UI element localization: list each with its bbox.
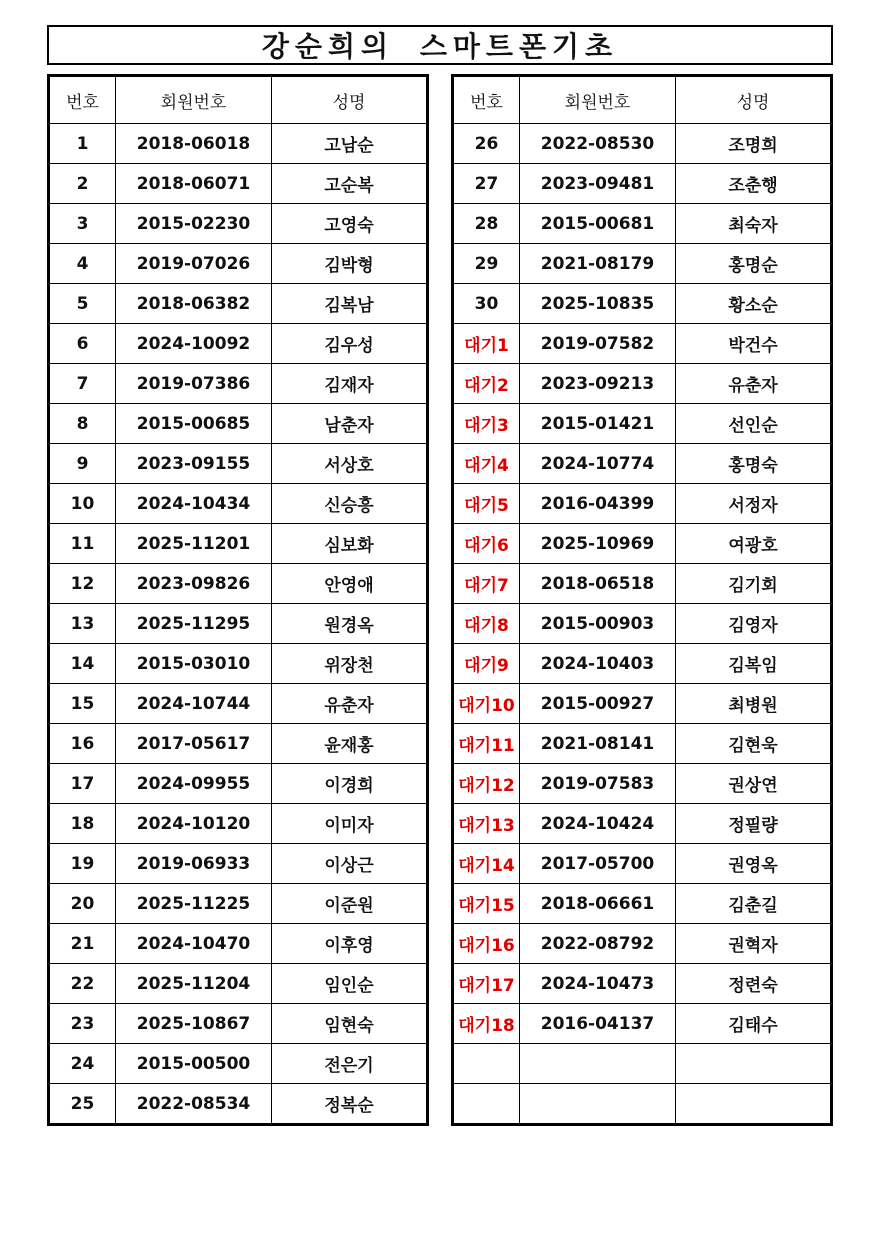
row-name: 김재자 (272, 364, 428, 404)
row-name: 조명희 (676, 124, 832, 164)
table-row (453, 1004, 832, 1044)
row-member-id: 2025-11201 (116, 524, 272, 564)
row-name: 유춘자 (676, 364, 832, 404)
table-row (453, 764, 832, 804)
row-member-id: 2024-10092 (116, 324, 272, 364)
row-number: 대기18 (453, 1004, 520, 1044)
table-row (49, 524, 428, 564)
row-member-id: 2019-07582 (520, 324, 676, 364)
row-member-id: 2018-06661 (520, 884, 676, 924)
row-member-id: 2023-09155 (116, 444, 272, 484)
row-name: 신승흥 (272, 484, 428, 524)
row-member-id: 2025-11204 (116, 964, 272, 1004)
header-number: 번호 (49, 76, 116, 124)
row-name: 원경옥 (272, 604, 428, 644)
table-row (49, 884, 428, 924)
table-row (453, 284, 832, 324)
row-number: 대기10 (453, 684, 520, 724)
row-name (676, 1044, 832, 1084)
row-member-id: 2024-09955 (116, 764, 272, 804)
table-row (453, 244, 832, 284)
row-member-id: 2015-03010 (116, 644, 272, 684)
row-member-id: 2018-06382 (116, 284, 272, 324)
row-member-id: 2016-04137 (520, 1004, 676, 1044)
row-name: 홍명숙 (676, 444, 832, 484)
row-member-id: 2023-09213 (520, 364, 676, 404)
row-name: 남춘자 (272, 404, 428, 444)
table-row (49, 924, 428, 964)
row-number: 7 (49, 364, 116, 404)
row-name: 윤재홍 (272, 724, 428, 764)
roster-table-right (451, 74, 833, 1126)
table-row (49, 764, 428, 804)
table-row (453, 564, 832, 604)
row-number: 30 (453, 284, 520, 324)
row-number: 12 (49, 564, 116, 604)
row-name: 최병원 (676, 684, 832, 724)
row-member-id: 2022-08530 (520, 124, 676, 164)
row-name: 임인순 (272, 964, 428, 1004)
header-row (49, 76, 428, 124)
row-name: 고영숙 (272, 204, 428, 244)
header-number: 번호 (453, 76, 520, 124)
row-name: 김태수 (676, 1004, 832, 1044)
row-member-id: 2015-00681 (520, 204, 676, 244)
roster-body-left (49, 124, 428, 1125)
row-name: 황소순 (676, 284, 832, 324)
table-row (453, 524, 832, 564)
row-number: 26 (453, 124, 520, 164)
row-number: 4 (49, 244, 116, 284)
row-number (453, 1044, 520, 1084)
row-number: 대기17 (453, 964, 520, 1004)
row-member-id: 2025-11295 (116, 604, 272, 644)
row-number: 9 (49, 444, 116, 484)
row-number: 23 (49, 1004, 116, 1044)
row-member-id: 2025-10969 (520, 524, 676, 564)
table-row (49, 684, 428, 724)
row-number: 29 (453, 244, 520, 284)
table-row (49, 164, 428, 204)
row-number: 대기9 (453, 644, 520, 684)
roster-body-right (453, 124, 832, 1125)
row-number: 대기15 (453, 884, 520, 924)
header-name: 성명 (676, 76, 832, 124)
roster-table-left (47, 74, 429, 1126)
table-row (49, 1004, 428, 1044)
table-row (453, 604, 832, 644)
row-member-id: 2015-01421 (520, 404, 676, 444)
row-member-id: 2024-10744 (116, 684, 272, 724)
row-number: 대기6 (453, 524, 520, 564)
row-name: 서정자 (676, 484, 832, 524)
row-number: 19 (49, 844, 116, 884)
table-row (453, 484, 832, 524)
row-member-id: 2025-10867 (116, 1004, 272, 1044)
row-name: 전은기 (272, 1044, 428, 1084)
row-member-id: 2024-10470 (116, 924, 272, 964)
row-number: 15 (49, 684, 116, 724)
title-box (47, 25, 833, 65)
row-member-id: 2021-08179 (520, 244, 676, 284)
table-row (453, 124, 832, 164)
row-name: 이미자 (272, 804, 428, 844)
table-row (49, 364, 428, 404)
row-member-id: 2018-06018 (116, 124, 272, 164)
table-row (453, 1084, 832, 1125)
header-row (453, 76, 832, 124)
header-name: 성명 (272, 76, 428, 124)
row-number: 22 (49, 964, 116, 1004)
row-name: 여광호 (676, 524, 832, 564)
row-name: 임현숙 (272, 1004, 428, 1044)
row-member-id: 2024-10473 (520, 964, 676, 1004)
row-name: 이후영 (272, 924, 428, 964)
table-row (453, 324, 832, 364)
table-row (49, 404, 428, 444)
row-name: 권영옥 (676, 844, 832, 884)
table-row (453, 964, 832, 1004)
row-name: 조춘행 (676, 164, 832, 204)
row-number: 14 (49, 644, 116, 684)
row-number: 27 (453, 164, 520, 204)
row-member-id: 2022-08534 (116, 1084, 272, 1125)
table-row (453, 404, 832, 444)
row-number: 대기12 (453, 764, 520, 804)
table-row (49, 324, 428, 364)
row-member-id: 2021-08141 (520, 724, 676, 764)
row-member-id: 2017-05617 (116, 724, 272, 764)
row-number: 13 (49, 604, 116, 644)
row-name: 안영애 (272, 564, 428, 604)
row-name: 김영자 (676, 604, 832, 644)
table-row (49, 204, 428, 244)
row-name: 서상호 (272, 444, 428, 484)
row-member-id: 2024-10424 (520, 804, 676, 844)
row-number: 28 (453, 204, 520, 244)
row-member-id: 2019-07583 (520, 764, 676, 804)
row-number: 대기5 (453, 484, 520, 524)
row-member-id (520, 1084, 676, 1125)
row-member-id: 2019-06933 (116, 844, 272, 884)
row-number: 대기1 (453, 324, 520, 364)
row-member-id: 2015-00685 (116, 404, 272, 444)
row-name: 김현욱 (676, 724, 832, 764)
table-row (49, 724, 428, 764)
row-name: 김복임 (676, 644, 832, 684)
row-member-id: 2019-07026 (116, 244, 272, 284)
row-name: 정복순 (272, 1084, 428, 1125)
row-name: 고순복 (272, 164, 428, 204)
table-row (453, 804, 832, 844)
row-name: 박건수 (676, 324, 832, 364)
row-member-id: 2018-06518 (520, 564, 676, 604)
table-row (453, 724, 832, 764)
row-name: 홍명순 (676, 244, 832, 284)
row-member-id: 2024-10434 (116, 484, 272, 524)
row-member-id: 2025-10835 (520, 284, 676, 324)
row-member-id: 2018-06071 (116, 164, 272, 204)
table-row (49, 804, 428, 844)
table-row (453, 204, 832, 244)
row-name: 위장천 (272, 644, 428, 684)
row-number: 대기3 (453, 404, 520, 444)
row-name: 김우성 (272, 324, 428, 364)
table-row (49, 284, 428, 324)
row-number: 대기8 (453, 604, 520, 644)
row-name: 선인순 (676, 404, 832, 444)
row-name: 김복남 (272, 284, 428, 324)
table-row (49, 244, 428, 284)
row-member-id: 2024-10403 (520, 644, 676, 684)
table-row (453, 884, 832, 924)
row-name: 김기회 (676, 564, 832, 604)
row-number: 20 (49, 884, 116, 924)
table-row (453, 444, 832, 484)
page-title: 강순희의 스마트폰기초 (261, 30, 619, 63)
row-name: 정련숙 (676, 964, 832, 1004)
row-number: 16 (49, 724, 116, 764)
table-row (49, 644, 428, 684)
table-row (49, 1084, 428, 1125)
row-member-id: 2023-09481 (520, 164, 676, 204)
table-row (453, 164, 832, 204)
row-member-id: 2022-08792 (520, 924, 676, 964)
row-member-id: 2015-00903 (520, 604, 676, 644)
row-name: 유춘자 (272, 684, 428, 724)
row-name: 고남순 (272, 124, 428, 164)
row-number: 1 (49, 124, 116, 164)
row-member-id: 2023-09826 (116, 564, 272, 604)
row-member-id: 2015-00500 (116, 1044, 272, 1084)
table-row (49, 604, 428, 644)
row-name: 이경희 (272, 764, 428, 804)
row-member-id: 2025-11225 (116, 884, 272, 924)
row-member-id: 2024-10774 (520, 444, 676, 484)
row-member-id: 2024-10120 (116, 804, 272, 844)
table-row (453, 644, 832, 684)
row-member-id: 2015-00927 (520, 684, 676, 724)
row-number: 대기2 (453, 364, 520, 404)
table-row (453, 1044, 832, 1084)
row-number: 대기11 (453, 724, 520, 764)
row-number: 21 (49, 924, 116, 964)
row-number: 3 (49, 204, 116, 244)
row-number: 6 (49, 324, 116, 364)
row-number: 24 (49, 1044, 116, 1084)
row-number: 2 (49, 164, 116, 204)
row-member-id: 2015-02230 (116, 204, 272, 244)
table-row (453, 684, 832, 724)
row-number: 대기16 (453, 924, 520, 964)
row-number: 대기4 (453, 444, 520, 484)
row-number: 25 (49, 1084, 116, 1125)
row-name: 권혁자 (676, 924, 832, 964)
row-number: 11 (49, 524, 116, 564)
row-number (453, 1084, 520, 1125)
row-name: 정필량 (676, 804, 832, 844)
row-name (676, 1084, 832, 1125)
table-row (453, 924, 832, 964)
table-row (49, 564, 428, 604)
row-member-id (520, 1044, 676, 1084)
row-number: 8 (49, 404, 116, 444)
row-name: 이상근 (272, 844, 428, 884)
row-name: 김춘길 (676, 884, 832, 924)
table-row (49, 444, 428, 484)
row-name: 이준원 (272, 884, 428, 924)
row-number: 5 (49, 284, 116, 324)
header-member-id: 회원번호 (116, 76, 272, 124)
table-row (49, 844, 428, 884)
row-number: 대기13 (453, 804, 520, 844)
row-member-id: 2016-04399 (520, 484, 676, 524)
row-name: 심보화 (272, 524, 428, 564)
table-row (49, 964, 428, 1004)
table-row (453, 364, 832, 404)
table-row (49, 484, 428, 524)
row-number: 18 (49, 804, 116, 844)
table-row (49, 1044, 428, 1084)
row-member-id: 2019-07386 (116, 364, 272, 404)
row-number: 대기7 (453, 564, 520, 604)
row-name: 최숙자 (676, 204, 832, 244)
row-name: 김박형 (272, 244, 428, 284)
header-member-id: 회원번호 (520, 76, 676, 124)
table-row (453, 844, 832, 884)
row-member-id: 2017-05700 (520, 844, 676, 884)
table-row (49, 124, 428, 164)
row-number: 17 (49, 764, 116, 804)
row-number: 10 (49, 484, 116, 524)
row-name: 권상연 (676, 764, 832, 804)
row-number: 대기14 (453, 844, 520, 884)
